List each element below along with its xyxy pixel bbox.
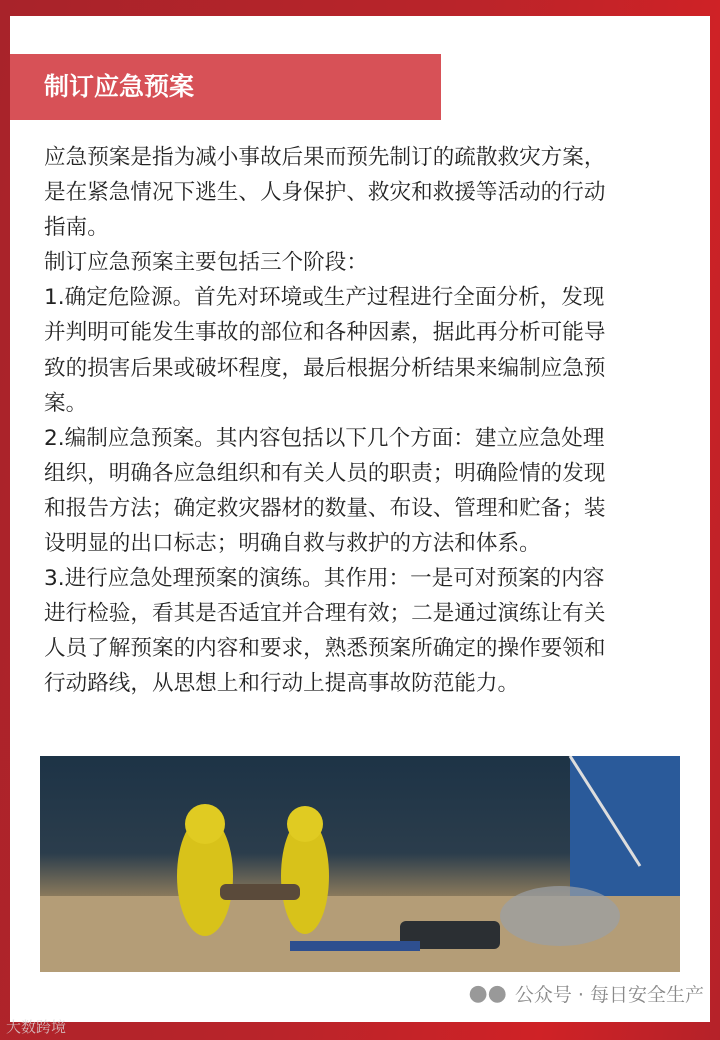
text-line: 进行检验，看其是否适宜并合理有效；二是通过演练让有关 xyxy=(44,601,606,627)
text-line: 案。 xyxy=(44,390,88,416)
text-line: 3.进行应急处理预案的演练。其作用：一是可对预案的内容 xyxy=(44,566,605,592)
watermark-text: 公众号 · 每日安全生产 xyxy=(514,984,704,1006)
corner-watermark: 大数跨境 xyxy=(6,1018,67,1036)
text-line: 2.编制应急预案。其内容包括以下几个方面：建立应急处理 xyxy=(44,425,605,451)
section-title: 制订应急预案 xyxy=(10,54,441,120)
text-line: 指南。 xyxy=(44,215,109,241)
text-line: 致的损害后果或破坏程度，最后根据分析结果来编制应急预 xyxy=(44,355,606,381)
text-line: 是在紧急情况下逃生、人身保护、救灾和救援等活动的行动 xyxy=(44,180,606,206)
content-card xyxy=(10,16,710,1022)
text-line: 和报告方法；确定救灾器材的数量、布设、管理和贮备；装 xyxy=(44,495,606,521)
text-line: 组织，明确各应急组织和有关人员的职责；明确险情的发现 xyxy=(44,460,606,486)
text-line: 应急预案是指为减小事故后果而预先制订的疏散救灾方案， xyxy=(44,145,606,170)
text-line: 并判明可能发生事故的部位和各种因素，据此再分析可能导 xyxy=(44,320,606,346)
text-line: 行动路线，从思想上和行动上提高事故防范能力。 xyxy=(44,671,520,697)
text-line: 人员了解预案的内容和要求，熟悉预案所确定的操作要领和 xyxy=(44,636,606,662)
emergency-drill-photo xyxy=(40,756,680,972)
wechat-icon: ●● xyxy=(468,981,507,1006)
text-line: 1.确定危险源。首先对环境或生产过程进行全面分析，发现 xyxy=(44,285,605,311)
body-text xyxy=(44,140,694,702)
wechat-watermark xyxy=(468,980,704,1007)
text-line: 设明显的出口标志；明确自救与救护的方法和体系。 xyxy=(44,531,541,557)
text-line: 制订应急预案主要包括三个阶段： xyxy=(44,250,368,276)
